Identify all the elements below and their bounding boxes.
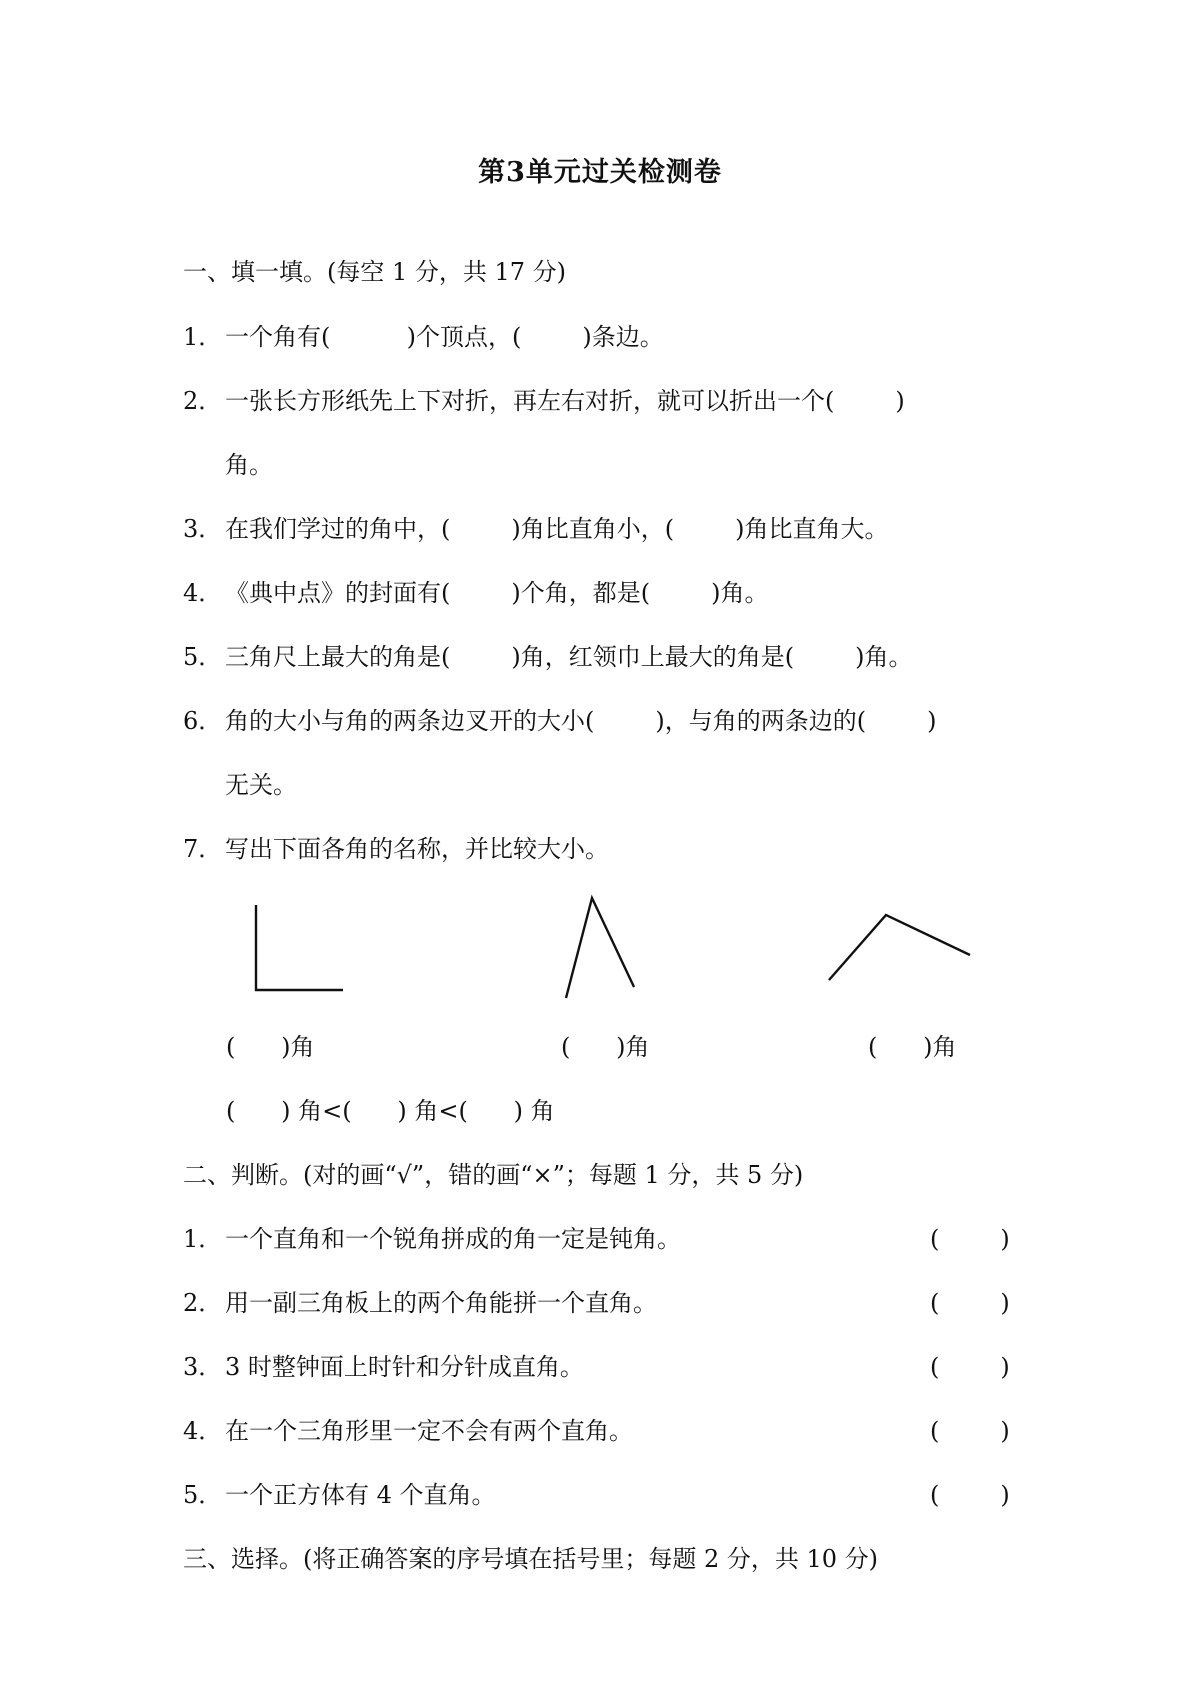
page-title: 第3单元过关检测卷	[478, 157, 722, 188]
right-angle-figure	[256, 905, 343, 990]
question-number: 2．	[183, 1289, 223, 1317]
question-text: 一个正方体有 4 个直角。	[225, 1481, 496, 1509]
question-6-continuation: 无关。	[225, 771, 297, 799]
answer-paren: ( )	[930, 1289, 1010, 1317]
judge-item-3	[183, 1350, 584, 1384]
question-text: 《典中点》的封面有( )个角，都是( )角。	[225, 579, 769, 607]
question-number: 4．	[183, 1417, 223, 1445]
question-number: 1．	[183, 1225, 223, 1253]
section1-heading: 一、填一填。(每空 1 分，共 17 分)	[183, 258, 567, 286]
question-number: 7．	[183, 835, 223, 863]
question-number: 6．	[183, 707, 223, 735]
question-text: 3 时整钟面上时针和分针成直角。	[225, 1353, 584, 1381]
question-number: 3．	[183, 515, 223, 543]
question-text: 在我们学过的角中，( )角比直角小，( )角比直角大。	[225, 515, 889, 543]
answer-paren: ( )	[930, 1225, 1010, 1253]
question-text: 一个直角和一个锐角拼成的角一定是钝角。	[225, 1225, 681, 1253]
judge-item-1	[183, 1222, 681, 1256]
question-number: 2．	[183, 387, 223, 415]
question-text: 角的大小与角的两条边叉开的大小( )，与角的两条边的( )	[225, 707, 937, 735]
answer-blank-right-angle: ( )角	[226, 1033, 315, 1061]
judge-item-5	[183, 1478, 496, 1512]
judge-item-4	[183, 1414, 633, 1448]
question-text: 一张长方形纸先上下对折，再左右对折，就可以折出一个( )	[225, 387, 905, 415]
question-2-continuation: 角。	[225, 451, 273, 479]
judge-item-2	[183, 1286, 657, 1320]
answer-blank-acute-angle: ( )角	[561, 1033, 650, 1061]
answer-paren: ( )	[930, 1481, 1010, 1509]
question-number: 1．	[183, 323, 223, 351]
section2-heading: 二、判断。(对的画“√”，错的画“×”；每题 1 分，共 5 分)	[183, 1161, 804, 1189]
answer-blank-obtuse-angle: ( )角	[868, 1033, 957, 1061]
question-number: 5．	[183, 1481, 223, 1509]
section3-heading: 三、选择。(将正确答案的序号填在括号里；每题 2 分，共 10 分)	[183, 1545, 879, 1573]
answer-paren: ( )	[930, 1417, 1010, 1445]
question-text: 写出下面各角的名称，并比较大小。	[225, 835, 609, 863]
question-text: 三角尺上最大的角是( )角，红领巾上最大的角是( )角。	[225, 643, 913, 671]
question-number: 4．	[183, 579, 223, 607]
answer-paren: ( )	[930, 1353, 1010, 1381]
acute-angle-figure	[566, 898, 634, 998]
obtuse-angle-figure	[829, 915, 970, 980]
question-number: 5．	[183, 643, 223, 671]
question-number: 3．	[183, 1353, 223, 1381]
question-text: 一个角有( )个顶点，( )条边。	[225, 323, 664, 351]
question-text: 用一副三角板上的两个角能拼一个直角。	[225, 1289, 657, 1317]
angle-comparison: ( ) 角<( ) 角<( ) 角	[226, 1097, 555, 1125]
question-text: 在一个三角形里一定不会有两个直角。	[225, 1417, 633, 1445]
